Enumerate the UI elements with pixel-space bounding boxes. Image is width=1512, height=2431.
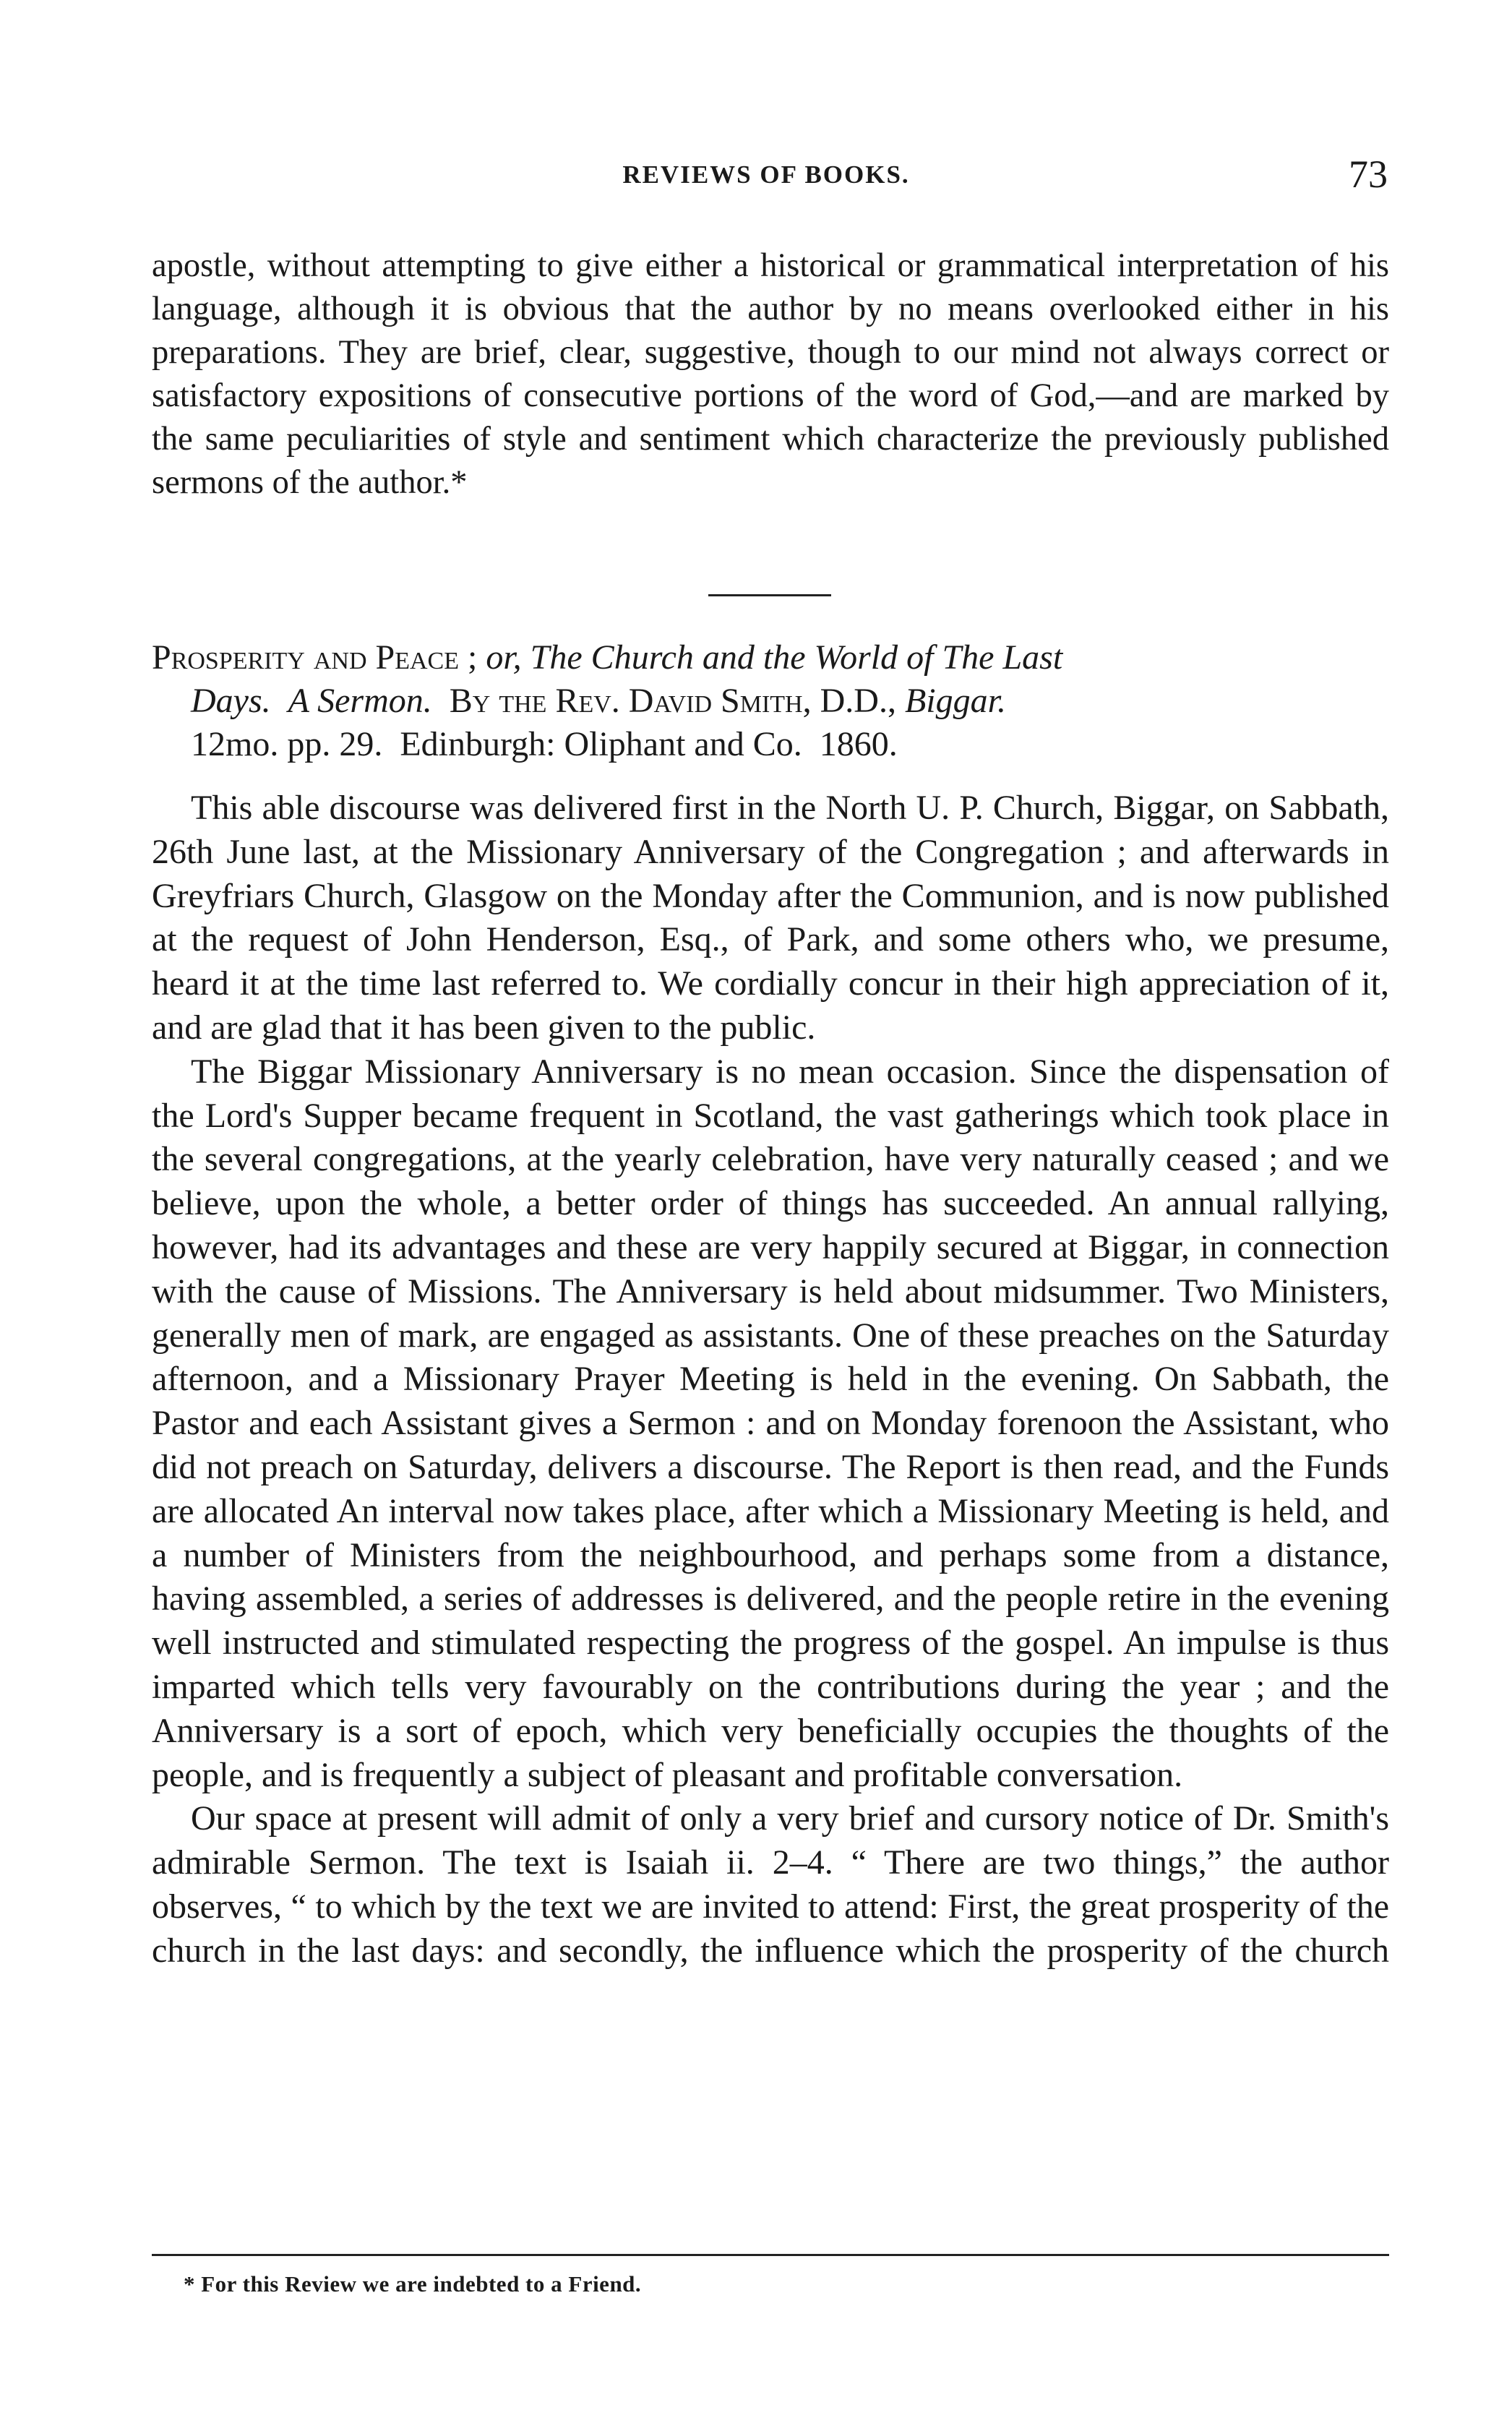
book-title-end: Days. <box>191 682 271 720</box>
book-author: Rev. David Smith, D.D., <box>555 682 896 720</box>
title-or: or, <box>486 638 522 677</box>
intro-section <box>152 244 1389 505</box>
book-year: 1860. <box>819 725 898 763</box>
book-place: Biggar. <box>904 682 1006 720</box>
section-divider <box>708 594 831 596</box>
page-number: 73 <box>1349 153 1388 196</box>
book-format: 12mo. pp. 29. <box>191 725 383 763</box>
footnote: * For this Review we are indebted to a Friend. <box>184 2271 642 2297</box>
running-title: REVIEWS OF BOOKS. <box>622 160 910 189</box>
book-subtitle: A Sermon. <box>288 682 432 720</box>
review-body <box>152 786 1389 1973</box>
book-title-main: Prosperity and Peace <box>152 638 459 677</box>
review-paragraph-1: This able discourse was delivered first in the North U. P. Church, Biggar, on Sabbath, 26th June last, at the Missionary Anniversary of the Congregation ; and afterwards in Greyfriars Church, Glasgow on the Monday after the Communion, and is now published at the request of John Henderson, Esq., of Park, and some others who, we presume, heard it at the time last referred to. We cordially concur in their high appreciation of it, and are glad that it has been given to the public. <box>152 789 1389 1047</box>
book-citation <box>152 636 1389 766</box>
book-by: By the <box>449 682 547 720</box>
review-paragraph-3: Our space at present will admit of only a very brief and cursory notice of Dr. Smith's admirable Sermon. The text is Isaiah ii. 2–4. “ There are two things,” the author observes, “ to which by the text we are invited to attend: First, the great prosperity of the church in the last days: and secondly, the influence which the prosperity of the church <box>152 1799 1389 1970</box>
citation-line-1 <box>152 636 1389 679</box>
citation-line-2 <box>152 679 1389 723</box>
citation-line-3 <box>152 723 1389 766</box>
footnote-rule <box>152 2254 1389 2256</box>
running-head <box>145 153 1388 204</box>
title-separator: ; <box>458 638 486 677</box>
review-paragraph-2: The Biggar Missionary Anniversary is no mean occasion. Since the dispensation of the Lord's Supper became frequent in Scotland, the vast gatherings which took place in the several congregations, at the yearly celebration, have very naturally ceased ; and we believe, upon the whole, a better order of things has succeeded. An annual rallying, however, had its advantages and these are very happily secured at Biggar, in connection with the cause of Missions. The Anniversary is held about midsummer. Two Ministers, generally men of mark, are engaged as assistants. One of these preaches on the Saturday afternoon, and a Missionary Prayer Meeting is held in the evening. On Sabbath, the Pastor and each Assistant gives a Sermon : and on Monday forenoon the Assistant, who did not preach on Saturday, delivers a discourse. The Report is then read, and the Funds are allocated An interval now takes place, after which a Missionary Meeting is held, and a number of Ministers from the neighbourhood, and perhaps some from a distance, having assembled, a series of addresses is delivered, and the people retire in the evening well instructed and stimulated respecting the progress of the gospel. An impulse is thus imparted which tells very favourably on the contributions during the year ; and the Anniversary is a sort of epoch, which very beneficially occupies the thoughts of the people, and is frequently a subject of pleasant and profitable conversation. <box>152 1052 1389 1794</box>
book-title-alt: The Church and the World of The Last <box>521 638 1063 677</box>
intro-paragraph: apostle, without attempting to give either a historical or grammatical interpretation of his language, although it is obvious that the author by no means overlooked either in his preparations. They are brief, clear, suggestive, though to our mind not always correct or satisfactory expositions of consecutive portions of the word of God,—and are marked by the same peculiarities of style and sentiment which characterize the previously published sermons of the author.* <box>152 247 1389 501</box>
book-publisher: Edinburgh: Oliphant and Co. <box>400 725 802 763</box>
